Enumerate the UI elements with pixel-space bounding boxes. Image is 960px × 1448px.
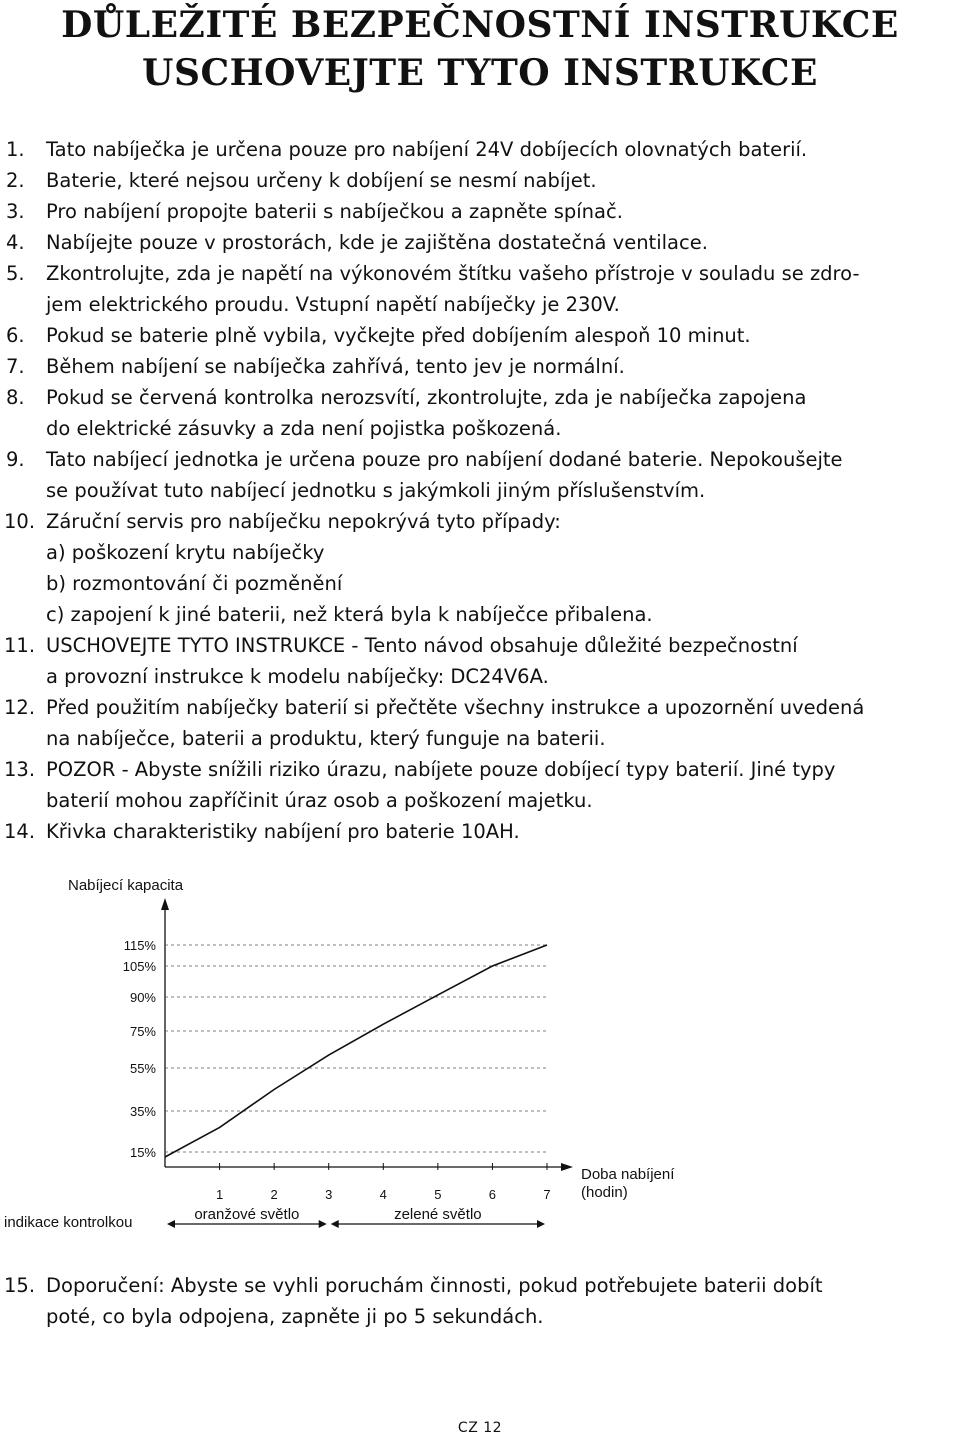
- indicator-segment-label: oranžové světlo: [194, 1206, 300, 1223]
- x-tick-label: 7: [543, 1187, 551, 1202]
- item-number: 9.: [6, 448, 25, 471]
- page-subtitle: USCHOVEJTE TYTO INSTRUKCE: [142, 52, 818, 94]
- instruction-item: [0, 227, 960, 258]
- item-line: Křivka charakteristiky nabíjení pro baterie 10AH.: [46, 820, 520, 843]
- item-number: 1.: [6, 138, 25, 161]
- item-line: baterií mohou zapříčinit úraz osob a poškození majetku.: [46, 789, 593, 812]
- item-line: Záruční servis pro nabíječku nepokrývá tyto případy:: [46, 510, 561, 533]
- x-tick-label: 4: [379, 1187, 387, 1202]
- item-number: 15.: [4, 1274, 36, 1297]
- instruction-list: [0, 134, 960, 847]
- item-line: Tato nabíjecí jednotka je určena pouze pro nabíjení dodané baterie. Nepokoušejte: [46, 448, 843, 471]
- page-title: DŮLEŽITÉ BEZPEČNOSTNÍ INSTRUKCE: [61, 4, 899, 46]
- item-number: 5.: [6, 262, 25, 285]
- instruction-item: [0, 134, 960, 165]
- instruction-item: [0, 692, 960, 754]
- item-number: 14.: [4, 820, 36, 843]
- indicator-arrow-right: [537, 1220, 545, 1228]
- item-number: 10.: [4, 510, 36, 533]
- item-line: b) rozmontování či pozměnění: [46, 572, 343, 595]
- x-axis-arrow: [561, 1163, 573, 1171]
- instruction-item: [0, 382, 960, 444]
- indicator-arrow-left: [167, 1220, 175, 1228]
- x-tick-label: 1: [215, 1187, 224, 1202]
- item-line: poté, co byla odpojena, zapněte ji po 5 sekundách.: [46, 1305, 544, 1328]
- instruction-item: [0, 630, 960, 692]
- item-line: Baterie, které nejsou určeny k dobíjení se nesmí nabíjet.: [46, 169, 597, 192]
- item-number: 3.: [6, 200, 25, 223]
- item-line: POZOR - Abyste snížili riziko úrazu, nabíjete pouze dobíjecí typy baterií. Jiné typy: [46, 758, 836, 781]
- instruction-item: [0, 444, 960, 506]
- item-number: 8.: [6, 386, 25, 409]
- item-number: 7.: [6, 355, 25, 378]
- y-axis-label: Nabíjecí kapacita: [68, 877, 184, 894]
- charging-curve-chart: [0, 866, 960, 1246]
- x-tick-label: 6: [488, 1187, 497, 1202]
- item-line: Pokud se červená kontrolka nerozsvítí, zkontrolujte, zda je nabíječka zapojena: [46, 386, 807, 409]
- y-tick-label: 105%: [122, 959, 156, 974]
- indicator-label: indikace kontrolkou: [4, 1214, 133, 1231]
- instruction-item-15: [0, 1270, 960, 1332]
- instruction-item: [0, 258, 960, 320]
- item-line: Zkontrolujte, zda je napětí na výkonovém štítku vašeho přístroje v souladu se zdro-: [46, 262, 860, 285]
- indicator-arrow-right: [319, 1220, 327, 1228]
- instruction-item: [0, 506, 960, 630]
- y-tick-label: 75%: [129, 1024, 156, 1039]
- item-line: a provozní instrukce k modelu nabíječky: DC24V6A.: [46, 665, 549, 688]
- x-tick-label: 3: [325, 1187, 333, 1202]
- x-axis-label: (hodin): [581, 1184, 628, 1201]
- x-axis-label: Doba nabíjení: [581, 1166, 675, 1183]
- item-line: Nabíjejte pouze v prostorách, kde je zajištěna dostatečná ventilace.: [46, 231, 708, 254]
- y-axis-arrow: [161, 898, 169, 910]
- item-line: USCHOVEJTE TYTO INSTRUKCE - Tento návod obsahuje důležité bezpečnostní: [46, 634, 798, 657]
- instruction-item: [0, 165, 960, 196]
- instruction-item: [0, 351, 960, 382]
- item-line: do elektrické zásuvky a zda není pojistka poškozená.: [46, 417, 562, 440]
- item-line: Před použitím nabíječky baterií si přečtěte všechny instrukce a upozornění uvedená: [46, 696, 865, 719]
- y-tick-label: 90%: [129, 990, 156, 1005]
- item-line: jem elektrického proudu. Vstupní napětí nabíječky je 230V.: [46, 293, 620, 316]
- page-footer: [0, 1420, 960, 1436]
- item-number: 11.: [4, 634, 36, 657]
- item-number: 12.: [4, 696, 36, 719]
- chart-svg: [0, 866, 960, 1246]
- instruction-item: [0, 320, 960, 351]
- item-line: na nabíječce, baterii a produktu, který funguje na baterii.: [46, 727, 606, 750]
- item-line: c) zapojení k jiné baterii, než která byla k nabíječce přibalena.: [46, 603, 653, 626]
- indicator-arrow-left: [331, 1220, 339, 1228]
- item-line: a) poškození krytu nabíječky: [46, 541, 325, 564]
- y-tick-label: 35%: [129, 1104, 156, 1119]
- instruction-item: [0, 754, 960, 816]
- x-tick-label: 2: [270, 1187, 278, 1202]
- item-number: 6.: [6, 324, 25, 347]
- item-line: Pokud se baterie plně vybila, vyčkejte před dobíjením alespoň 10 minut.: [46, 324, 751, 347]
- item-line: se používat tuto nabíjecí jednotku s jakýmkoli jiným příslušenstvím.: [46, 479, 706, 502]
- instruction-item: [0, 196, 960, 227]
- instruction-item: [0, 816, 960, 847]
- item-number: 4.: [6, 231, 25, 254]
- y-tick-label: 115%: [123, 938, 156, 953]
- item-number: 2.: [6, 169, 25, 192]
- y-tick-label: 15%: [129, 1145, 156, 1160]
- item-line: Během nabíjení se nabíječka zahřívá, tento jev je normální.: [46, 355, 625, 378]
- series-line: [165, 945, 547, 1157]
- item-line: Pro nabíjení propojte baterii s nabíječkou a zapněte spínač.: [46, 200, 623, 223]
- item-line: Doporučení: Abyste se vyhli poruchám činnosti, pokud potřebujete baterii dobít: [46, 1274, 823, 1297]
- x-tick-label: 5: [434, 1187, 442, 1202]
- item-line: Tato nabíječka je určena pouze pro nabíjení 24V dobíjecích olovnatých baterií.: [46, 138, 808, 161]
- y-tick-label: 55%: [129, 1061, 156, 1076]
- item-number: 13.: [4, 758, 36, 781]
- page-number: CZ 12: [457, 1420, 503, 1436]
- indicator-segment-label: zelené světlo: [394, 1206, 482, 1223]
